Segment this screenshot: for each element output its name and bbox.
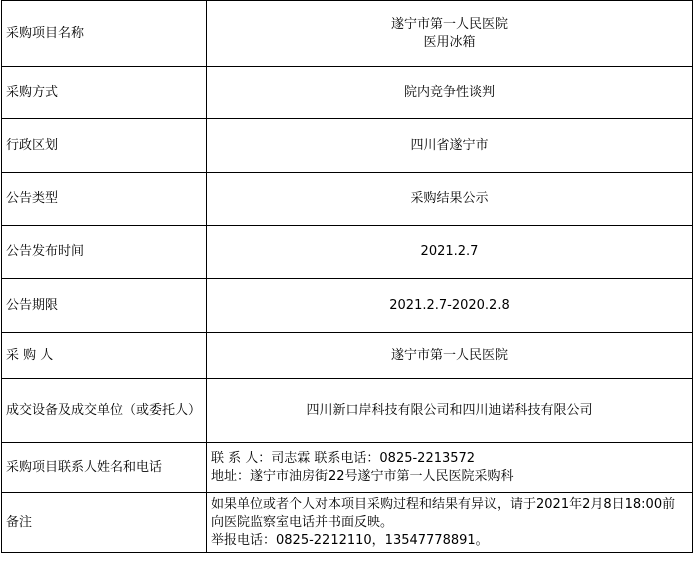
row-label-notice-type: 公告类型	[2, 173, 207, 226]
row-label-publish-time: 公告发布时间	[2, 226, 207, 279]
table-row	[2, 333, 693, 379]
table-row	[2, 493, 693, 553]
row-value-region: 四川省遂宁市	[207, 119, 693, 173]
procurement-result-table	[1, 0, 693, 553]
row-label-purchaser: 采 购 人	[2, 333, 207, 379]
row-label-method: 采购方式	[2, 67, 207, 119]
row-label-project-name: 采购项目名称	[2, 1, 207, 67]
remarks-objection-text: 如果单位或者个人对本项目采购过程和结果有异议，请于2021年2月8日18:00前向医院监察室电话并书面反映。	[211, 496, 676, 530]
table-row	[2, 279, 693, 333]
table-row	[2, 67, 693, 119]
table-row	[2, 226, 693, 279]
row-label-contact: 采购项目联系人姓名和电话	[2, 443, 207, 493]
row-value-project-name	[207, 1, 693, 67]
row-value-notice-type: 采购结果公示	[207, 173, 693, 226]
remarks-report-phone: 举报电话：0825-2212110，13547778891。	[211, 532, 489, 548]
table-row	[2, 379, 693, 443]
project-name-line-2: 医用冰箱	[423, 34, 476, 50]
row-value-publish-time: 2021.2.7	[207, 226, 693, 279]
row-label-region: 行政区划	[2, 119, 207, 173]
contact-person-phone: 联 系 人：司志霖 联系电话：0825-2213572	[211, 450, 476, 466]
row-value-notice-period: 2021.2.7-2020.2.8	[207, 279, 693, 333]
row-value-winning-supplier: 四川新口岸科技有限公司和四川迪诺科技有限公司	[207, 379, 693, 443]
row-value-purchaser: 遂宁市第一人民医院	[207, 333, 693, 379]
table-row	[2, 119, 693, 173]
table-row	[2, 173, 693, 226]
row-label-remarks: 备注	[2, 493, 207, 553]
row-value-contact	[207, 443, 693, 493]
table-row	[2, 1, 693, 67]
project-name-line-1: 遂宁市第一人民医院	[390, 16, 508, 32]
row-value-method: 院内竞争性谈判	[207, 67, 693, 119]
contact-address: 地址：遂宁市油房街22号遂宁市第一人民医院采购科	[211, 468, 514, 484]
winning-supplier-label-text: 成交设备及成交单位（或委托人）	[6, 402, 202, 418]
row-value-remarks	[207, 493, 693, 553]
row-label-winning-supplier	[2, 379, 207, 443]
row-label-notice-period: 公告期限	[2, 279, 207, 333]
table-row	[2, 443, 693, 493]
